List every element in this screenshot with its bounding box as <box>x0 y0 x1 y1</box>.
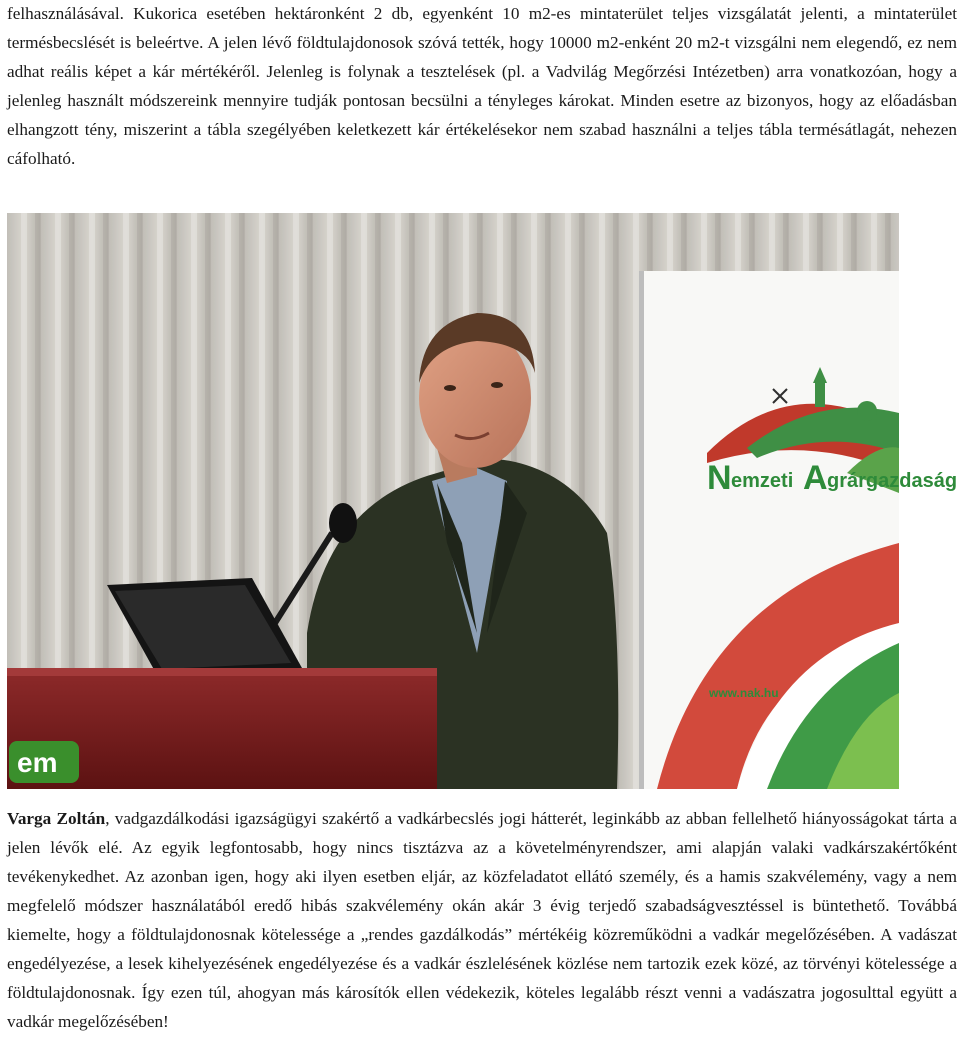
paragraph-top: felhasználásával. Kukorica esetében hektáronként 2 db, egyenként 10 m2-es mintaterület teljes vizsgálatát jelenti, a mintaterület termésbecslését is beleértve. A jelen lévő földtulajdonosok szóvá tették, hogy 10000 m2-enként 20 m2-t vizsgálni nem elegendő, ez nem adhat reális képet a kár mértékéről. Jelenleg is folynak a tesztelések (pl. a Vadvilág Megőrzési Intézetben) arra vonatkozóan, hogy a jelenleg használt módszereink mennyire tudják pontosan becsülni a tényleges károkat. Minden esetre az bizonyos, hogy az előadásban elhangzott tény, miszerint a tábla szegélyében keletkezett kár értékelésekor nem szabad használni a teljes tábla termésátlagát, nehezen cáfolható. <box>7 4 957 168</box>
roll-up-banner <box>639 271 957 789</box>
svg-text:em: em <box>17 747 58 778</box>
speaker-name: Varga Zoltán <box>7 809 106 828</box>
em-logo <box>9 741 79 783</box>
banner-letter-a: A <box>803 459 828 497</box>
banner-word-1: emzeti <box>731 470 794 492</box>
paragraph-bottom <box>7 804 957 1036</box>
banner-letter-n: N <box>707 459 732 497</box>
banner-url: www.nak.hu <box>709 686 779 700</box>
speaker-photo <box>7 213 958 789</box>
banner-word-2: grárgazdaság <box>827 470 958 492</box>
paragraph-bottom-text: , vadgazdálkodási igazságügyi szakértő a vadkárbecslés jogi hátterét, leginkább az abban fellelhető hiányosságokat tárta a jelen lévők elé. Az egyik legfontosabb, hogy nincs tisztázva az a követelményrendszer, ami alapján valaki vadkárszakértőként tevékenykedhet. Az azonban igen, hogy aki ilyen esetben eljár, az közfeladatot ellátó személy, és a hamis szakvélemény, vagy a nem megfelelő módszer használatából eredő hibás szakvélemény okán akár 3 évig terjedő szabadságvesztéssel is büntethető. Továbbá kiemelte, hogy a földtulajdonosnak kötelessége a „rendes gazdálkodás” mértékéig közreműködni a vadkár megelőzésében. A vadászat engedélyezése, a lesek kihelyezésének engedélyezése és a vadkár észlelésének közlése nem tartozik ezek közé, az törvényi kötelessége a földtulajdonosnak. Így ezen túl, ahogyan más károsítók ellen védekezik, köteles legalább részt venni a vadászatra jogosulttal együtt a vadkár megelőzésében! <box>7 809 957 1031</box>
